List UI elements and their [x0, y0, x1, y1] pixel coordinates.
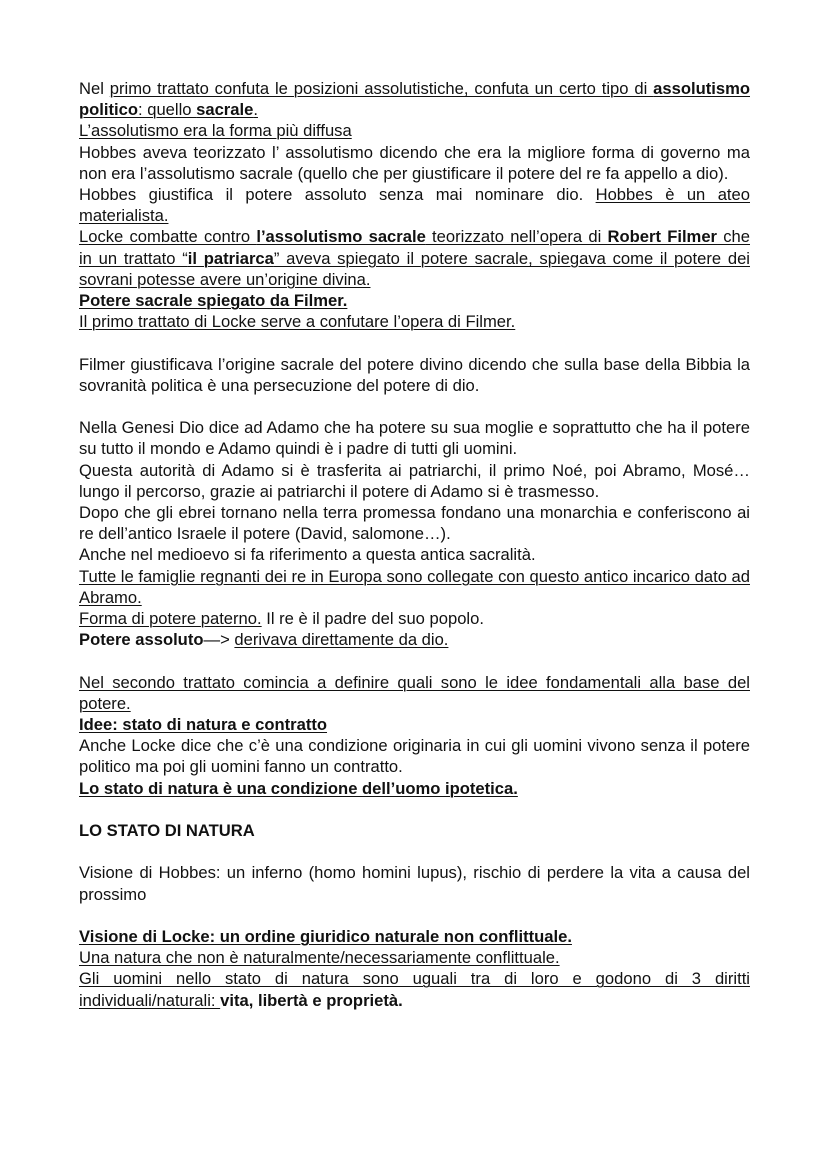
bold-term: Robert Filmer — [607, 227, 718, 247]
paragraph-locke-filmer: Locke combatte contro l’assolutismo sacrale teorizzato nell’opera di Robert Filmer che in un trattato “il patriarca” aveva spiegato il potere sacrale, spiegava come il potere dei sovrani potesse avere un’origine divina. — [79, 227, 750, 289]
paragraph-ebrei: Dopo che gli ebrei tornano nella terra promessa fondano una monarchia e conferiscono ai re dell’antico Israele il potere (David, salomone…). — [79, 503, 750, 544]
paragraph-stato-ipotetico: Lo stato di natura è una condizione dell’uomo ipotetica. — [79, 778, 518, 798]
paragraph-primo-trattato-locke: Il primo trattato di Locke serve a confutare l’opera di Filmer. — [79, 312, 516, 332]
paragraph-visione-hobbes: Visione di Hobbes: un inferno (homo homini lupus), rischio di perdere la vita a causa del prossimo — [79, 863, 750, 904]
paragraph-filmer-bibbia: Filmer giustificava l’origine sacrale del potere divino dicendo che sulla base della Bibbia la sovranità politica è una persecuzione del potere di dio. — [79, 354, 750, 395]
bold-term: sacrale — [196, 100, 254, 120]
paragraph-diritti-naturali: Gli uomini nello stato di natura sono uguali tra di loro e godono di 3 diritti individuali/naturali: vita, libertà e proprietà. — [79, 969, 750, 1010]
paragraph-potere-assoluto: Potere assoluto—> derivava direttamente da dio. — [79, 630, 449, 650]
paragraph-genesi: Nella Genesi Dio dice ad Adamo che ha potere su sua moglie e soprattutto che ha il potere su tutto il mondo e Adamo quindi è i padre di tutti gli uomini. — [79, 418, 750, 459]
paragraph-visione-locke: Visione di Locke: un ordine giuridico naturale non conflittuale. — [79, 927, 572, 947]
paragraph-famiglie-regnanti: Tutte le famiglie regnanti dei re in Europa sono collegate con questo antico incarico dato ad Abramo. — [79, 566, 750, 607]
text-run: primo trattato confuta le posizioni assolutistiche, confuta un certo tipo di assolutismo politico: quello sacrale. — [79, 79, 750, 120]
paragraph-secondo-trattato: Nel secondo trattato comincia a definire quali sono le idee fondamentali alla base del potere. — [79, 672, 750, 713]
bold-term: l’assolutismo sacrale — [256, 227, 426, 247]
bold-term: assolutismo politico — [79, 79, 750, 120]
paragraph-condizione-originaria: Anche Locke dice che c’è una condizione originaria in cui gli uomini vivono senza il potere politico ma poi gli uomini fanno un contratto. — [79, 736, 750, 777]
paragraph-potere-paterno: Forma di potere paterno. Il re è il padre del suo popolo. — [79, 609, 484, 629]
paragraph-primo-trattato — [79, 78, 750, 120]
paragraph-idee: Idee: stato di natura e contratto — [79, 715, 328, 735]
text-run: Nel — [79, 79, 110, 98]
bold-term: il patriarca — [187, 248, 274, 268]
paragraph-patriarchi: Questa autorità di Adamo si è trasferita ai patriarchi, il primo Noé, poi Abramo, Mosé… lungo il percorso, grazie ai patriarchi il potere di Adamo si è trasmesso. — [79, 460, 750, 501]
bold-term: vita, libertà e proprietà. — [220, 990, 403, 1010]
document-page — [79, 78, 750, 1011]
paragraph-potere-sacrale: Potere sacrale spiegato da Filmer. — [79, 291, 348, 311]
paragraph-hobbes-ateo: Hobbes giustifica il potere assoluto senza mai nominare dio. Hobbes è un ateo materialista. — [79, 185, 750, 226]
paragraph-assolutismo: L’assolutismo era la forma più diffusa — [79, 121, 352, 141]
section-heading: LO STATO DI NATURA — [79, 821, 255, 841]
paragraph-natura-non-conflittuale: Una natura che non è naturalmente/necessariamente conflittuale. — [79, 948, 560, 968]
paragraph-hobbes-assolutismo: Hobbes aveva teorizzato l’ assolutismo dicendo che era la migliore forma di governo ma non era l’assolutismo sacrale (quello che per giustificare il potere del re fa appello a dio). — [79, 142, 750, 183]
paragraph-medioevo: Anche nel medioevo si fa riferimento a questa antica sacralità. — [79, 545, 536, 565]
